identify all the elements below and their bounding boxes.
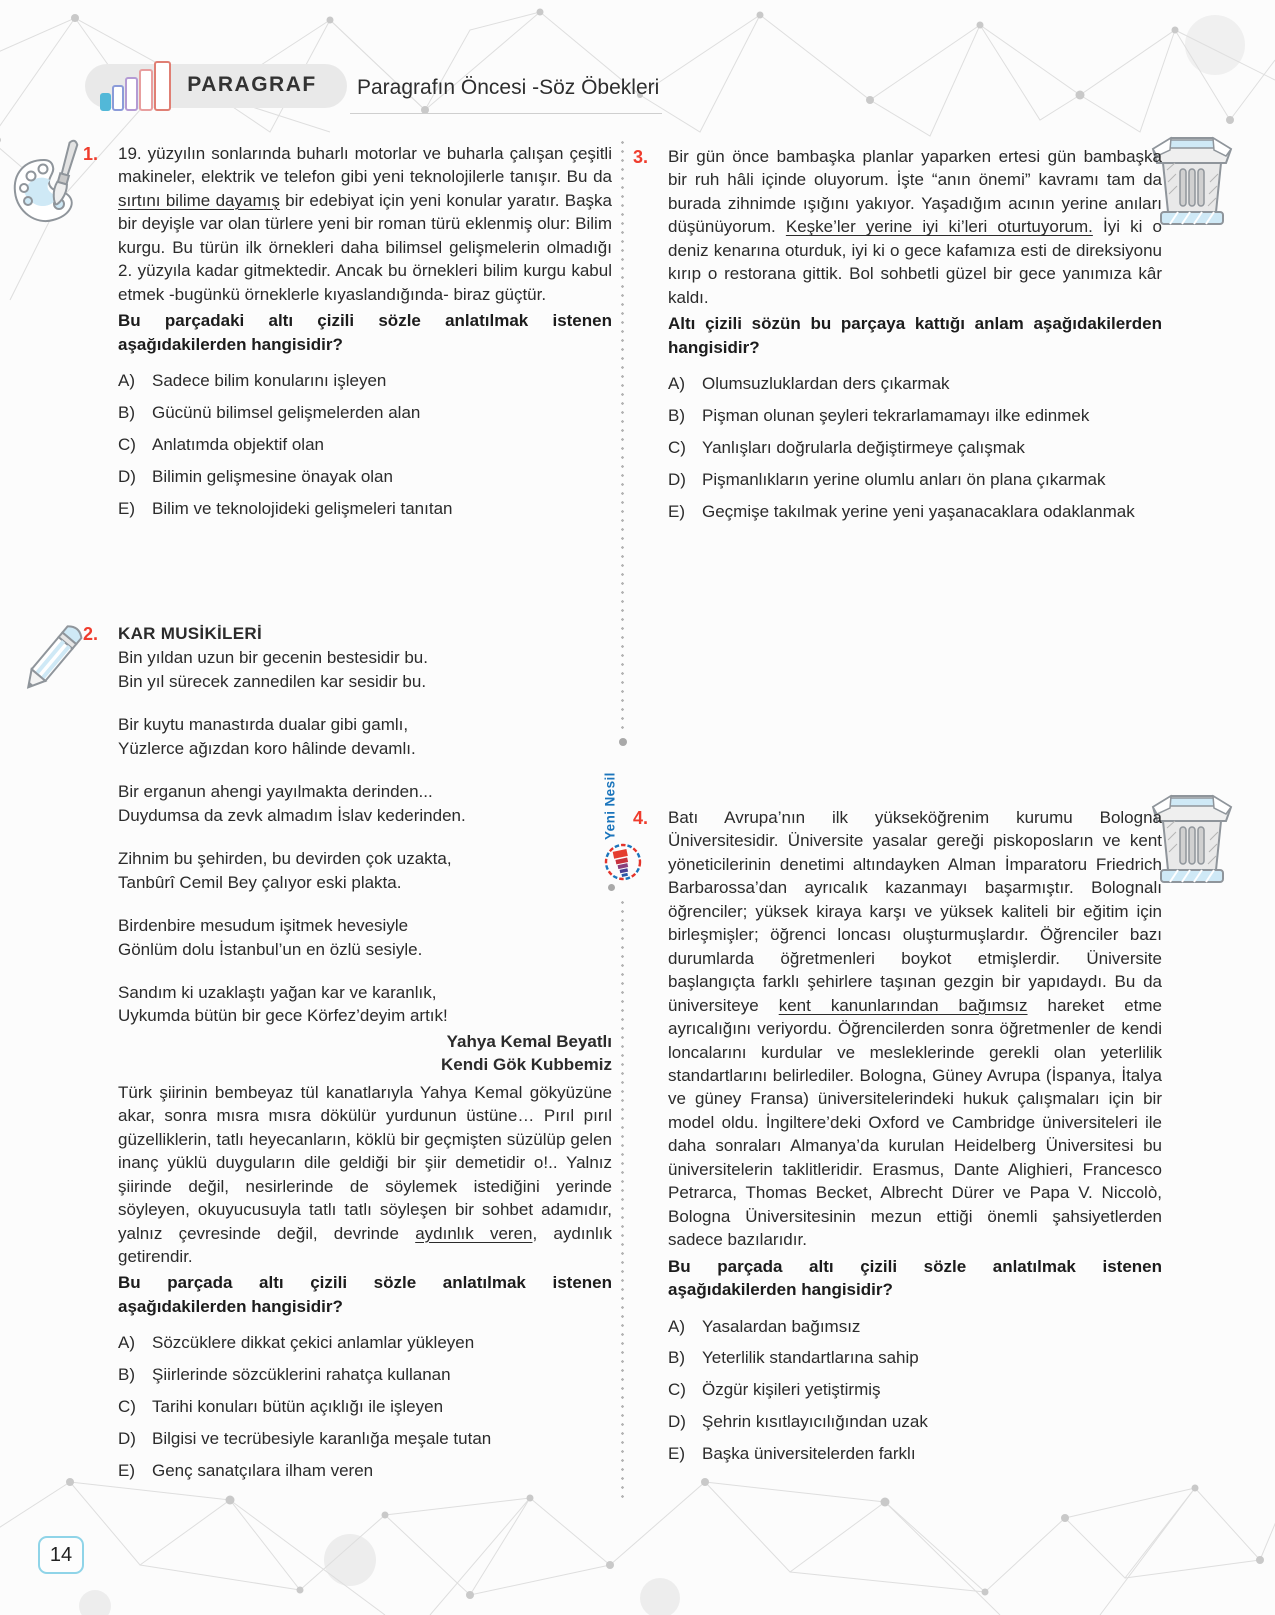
option-c [668, 436, 1162, 459]
question-1 [83, 142, 612, 520]
passage-text: 19. yüzyılın sonlarında buharlı motorlar ve buharla çalışan çeşitli makineler, elektrik ve telefon gibi yeni teknolojilerle tanışır. Bu da [118, 144, 612, 187]
option-label: C) [668, 1380, 686, 1400]
option-text: Yanlışları doğrularla değiştirmeye çalışmak [702, 437, 1025, 457]
page-topic-title: Paragrafın Öncesi -Söz Öbekleri [357, 76, 660, 99]
poem-line: Bir erganun ahengi yayılmakta derinden... [118, 782, 433, 802]
option-text: Geçmişe takılmak yerine yeni yaşanacaklara odaklanmak [702, 501, 1135, 521]
passage-text: hareket etme ayrıcalığını veriyordu. Öğrencilerden sonra öğretmenler de kendi loncalarını kurdular ve mesleklerinde gerekli olan yeterlilik standartlarını belirlediler. Bologna, Güney Avrupa (İspanya, İtalya ve güney Fransa) üniversitelerindeki hukuk çalışmaları için bir model oldu. İngiltere’deki Oxford ve Cambridge üniversiteleri ile daha sonraları Almanya’da kurulan Heidelberg Üniversitesi bu üniversitelerin taklitleridir. Erasmus, Dante Alighieri, Francesco Petrarca, Thomas Becket, Albrecht Dürer ve Papa V. Niccolò, Bologna Üniversitesinin mezun ettiği önemli şahsiyetlerden sadece bazılarıdır. [668, 995, 1162, 1250]
underlined-phrase: sırtını bilime dayamış [118, 190, 280, 210]
option-text: Pişmanlıkların yerine olumlu anları ön plana çıkarmak [702, 469, 1106, 489]
pencil-icon [14, 618, 90, 700]
option-label: B) [668, 406, 685, 426]
bar-chart-icon [99, 54, 177, 116]
option-e [118, 1459, 612, 1482]
option-c [118, 433, 612, 456]
option-d [118, 465, 612, 488]
options-list [668, 372, 1162, 523]
question-2 [83, 622, 612, 1483]
passage-text: Bir gün önce bambaşka planlar yaparken ertesi gün bambaşka bir ruh hâli içinde oluyorum. İşte “anın önemi” kavramı tam da burada zihnimde ışığını yakıyor. Yaşadığım acının yerine anıları düşünüyorum. [668, 147, 1162, 237]
poem-stanza [118, 981, 612, 1028]
option-label: D) [668, 469, 686, 489]
poem-line: Tanbûrî Cemil Bey çalıyor eski plakta. [118, 872, 402, 892]
option-label: C) [118, 1397, 136, 1417]
option-e [668, 1442, 1162, 1465]
question-number: 2. [83, 624, 99, 644]
option-b [118, 401, 612, 424]
option-e [668, 500, 1162, 523]
option-label: C) [668, 437, 686, 457]
options-list [668, 1315, 1162, 1466]
question-4 [633, 806, 1162, 1466]
question-3 [633, 145, 1163, 523]
option-label: A) [118, 371, 135, 391]
option-b [668, 404, 1162, 427]
poem-stanza [118, 646, 612, 693]
poem-stanza [118, 847, 612, 894]
brand-name: Yeni Nesil [602, 772, 618, 840]
poem-attribution-work: Kendi Gök Kubbemiz [441, 1055, 612, 1075]
underlined-phrase: kent kanunlarından bağımsız [778, 995, 1028, 1015]
option-label: E) [668, 1444, 685, 1464]
option-text: Yeterlilik standartlarına sahip [702, 1348, 919, 1368]
option-text: Pişman olunan şeyleri tekrarlamamayı ilke edinmek [702, 406, 1090, 426]
poem-attribution-author: Yahya Kemal Beyatlı [446, 1031, 612, 1051]
option-text: Sadece bilim konularını işleyen [152, 371, 387, 391]
option-a [668, 372, 1162, 395]
option-text: Bilgisi ve tecrübesiyle karanlığa meşale tutan [152, 1429, 492, 1449]
option-label: B) [118, 1365, 135, 1385]
poem-stanza [118, 780, 612, 827]
poem-attribution [118, 1030, 612, 1077]
option-c [668, 1378, 1162, 1401]
option-b [668, 1346, 1162, 1369]
option-label: D) [668, 1412, 686, 1432]
poem-line: Bin yıldan uzun bir gecenin bestesidir bu. [118, 648, 428, 668]
chapter-badge-label: PARAGRAF [187, 73, 317, 96]
question-passage [118, 1081, 612, 1269]
option-label: B) [118, 403, 135, 423]
column-divider-dotted-line [621, 898, 624, 1498]
passage-text: , aydınlık getirendir. [118, 1223, 612, 1266]
option-d [118, 1427, 612, 1450]
question-stem: Bu parçada altı çizili sözle anlatılmak istenen aşağıdakilerden hangisidir? [118, 1273, 612, 1316]
option-text: Şehrin kısıtlayıcılığından uzak [702, 1412, 928, 1432]
poem-stanza [118, 914, 612, 961]
poem-line: Birdenbire mesudum işitmek hevesiyle [118, 916, 409, 936]
option-label: A) [118, 1333, 135, 1353]
option-text: Özgür kişileri yetiştirmiş [702, 1380, 881, 1400]
chapter-badge [85, 64, 347, 108]
option-text: Gücünü bilimsel gelişmelerden alan [152, 403, 421, 423]
option-label: D) [118, 1429, 136, 1449]
option-a [668, 1315, 1162, 1338]
poem-line: Bin yıl sürecek zannedilen kar sesidir bu. [118, 671, 427, 691]
poem-line: Zihnim bu şehirden, bu devirden çok uzakta, [118, 849, 452, 869]
option-text: Sözcüklere dikkat çekici anlamlar yükleyen [152, 1333, 475, 1353]
poem-line: Gönlüm dolu İstanbul’un en özlü sesiyle. [118, 939, 423, 959]
option-label: E) [118, 1461, 135, 1481]
poem-line: Sandım ki uzaklaştı yağan kar ve karanlık, [118, 982, 437, 1002]
passage-text: İyi ki o deniz kenarına oturduk, iyi ki o gece kafamıza esti de direksiyonu kırıp o restorana gittik. Bol sohbetli güzel bir gece yanımıza kâr kaldı. [668, 217, 1163, 307]
question-passage [118, 142, 612, 306]
options-list [118, 1331, 612, 1482]
option-text: Yasalardan bağımsız [702, 1316, 861, 1336]
question-stem: Bu parçada altı çizili sözle anlatılmak istenen aşağıdakilerden hangisidir? [668, 1256, 1162, 1300]
question-number: 3. [633, 147, 649, 167]
underlined-phrase: Keşke’ler yerine iyi ki’leri oturtuyorum. [785, 217, 1093, 237]
passage-text: Türk şiirinin bembeyaz tül kanatlarıyla Yahya Kemal gökyüzüne akar, sonra mısra mısra dökülür yurdunun üstüne… Pırıl pırıl güzelliklerin, tatlı heyecanların, köklü bir geçmişten süzülüp gelen inanç yüklü duyguların dile geldiği bir şiir demetidir o!.. Yalnız şiirinde değil, nesirlerinde de söylemek istediğini yerinde söyleyen, okuyucusuyla tatlı tatlı söyleşen bir sohbet adamıdır, yalnız çevresinde değil, devrinde [118, 1082, 612, 1243]
poem-stanza [118, 713, 612, 760]
passage-text: Batı Avrupa’nın ilk yükseköğrenim kurumu Bologna Üniversitesidir. Üniversite yasalar gereği piskoposların ve kent yöneticilerinin denetimi altındayken Alman İmparatoru Friedrich Barbarossa’dan ayrıcalık kazanmayı başarmıştır. Bolognalı öğrenciler; yüksek kiraya karşı ve yüksek kaliteli bir eğitim için birleşmişler; öğrenci loncası oluşturmuşlardır. Öğrenciler bazı durumlarda öğretmenleri boykot etmişlerdir. Üniversite başlangıçta farklı şehirlere taşınan gezgin bir yapıdaydı. Bu da üniversiteye [668, 808, 1162, 1015]
poem-line: Uykumda bütün bir gece Körfez’deyim artık! [118, 1006, 448, 1026]
question-passage [668, 806, 1162, 1252]
option-c [118, 1395, 612, 1418]
page-number-badge: 14 [38, 1536, 84, 1574]
poem-title: KAR MUSİKİLERİ [118, 624, 262, 643]
poem-line: Yüzlerce ağızdan koro hâlinde devamlı. [118, 738, 416, 758]
question-stem: Bu parçadaki altı çizili sözle anlatılmak istenen aşağıdakilerden hangisidir? [118, 311, 612, 354]
palette-icon [10, 136, 84, 232]
option-d [668, 1410, 1162, 1433]
option-label: D) [118, 466, 136, 486]
option-label: E) [118, 498, 135, 518]
poem-line: Duydumsa da zevk almadım İslav kederinden. [118, 805, 466, 825]
column-divider-dotted-line [621, 138, 624, 730]
underlined-phrase: aydınlık veren [415, 1223, 533, 1243]
option-a [118, 1331, 612, 1354]
header-rule [350, 113, 662, 114]
option-b [118, 1363, 612, 1386]
question-passage [668, 145, 1162, 309]
option-text: Bilimin gelişmesine önayak olan [152, 466, 393, 486]
option-label: B) [668, 1348, 685, 1368]
question-stem: Altı çizili sözün bu parçaya kattığı anlam aşağıdakilerden hangisidir? [668, 314, 1162, 357]
option-label: A) [668, 374, 685, 394]
divider-dot [619, 738, 627, 746]
poem [118, 646, 612, 1027]
option-text: Şiirlerinde sözcüklerini rahatça kullanan [152, 1365, 451, 1385]
option-text: Genç sanatçılara ilham veren [152, 1461, 374, 1481]
option-text: Bilim ve teknolojideki gelişmeleri tanıtan [152, 498, 453, 518]
option-label: A) [668, 1316, 685, 1336]
option-e [118, 497, 612, 520]
option-text: Tarihi konuları bütün açıklığı ile işleyen [152, 1397, 444, 1417]
question-number: 1. [83, 144, 99, 164]
passage-text: bir edebiyat için yeni konular yaratır. Başka bir deyişle var olan türlere yeni bir roman türü eklenmiş olur: Bilim kurgu. Bu türün ilk örnekleri daha bilimsel gelişmelerin olmadığı 2. yüzyıla kadar gitmektedir. Ancak bu örnekleri bilim kurgu kabul etmek -bugünkü örneklerle kıyaslandığında- biraz güçtür. [118, 190, 612, 304]
option-text: Başka üniversitelerden farklı [702, 1444, 916, 1464]
question-number: 4. [633, 808, 649, 828]
option-a [118, 369, 612, 392]
option-d [668, 468, 1162, 491]
poem-line: Bir kuytu manastırda dualar gibi gamlı, [118, 715, 409, 735]
option-label: E) [668, 501, 685, 521]
option-text: Anlatımda objektif olan [152, 434, 324, 454]
options-list [118, 369, 612, 520]
option-label: C) [118, 434, 136, 454]
option-text: Olumsuzluklardan ders çıkarmak [702, 374, 950, 394]
